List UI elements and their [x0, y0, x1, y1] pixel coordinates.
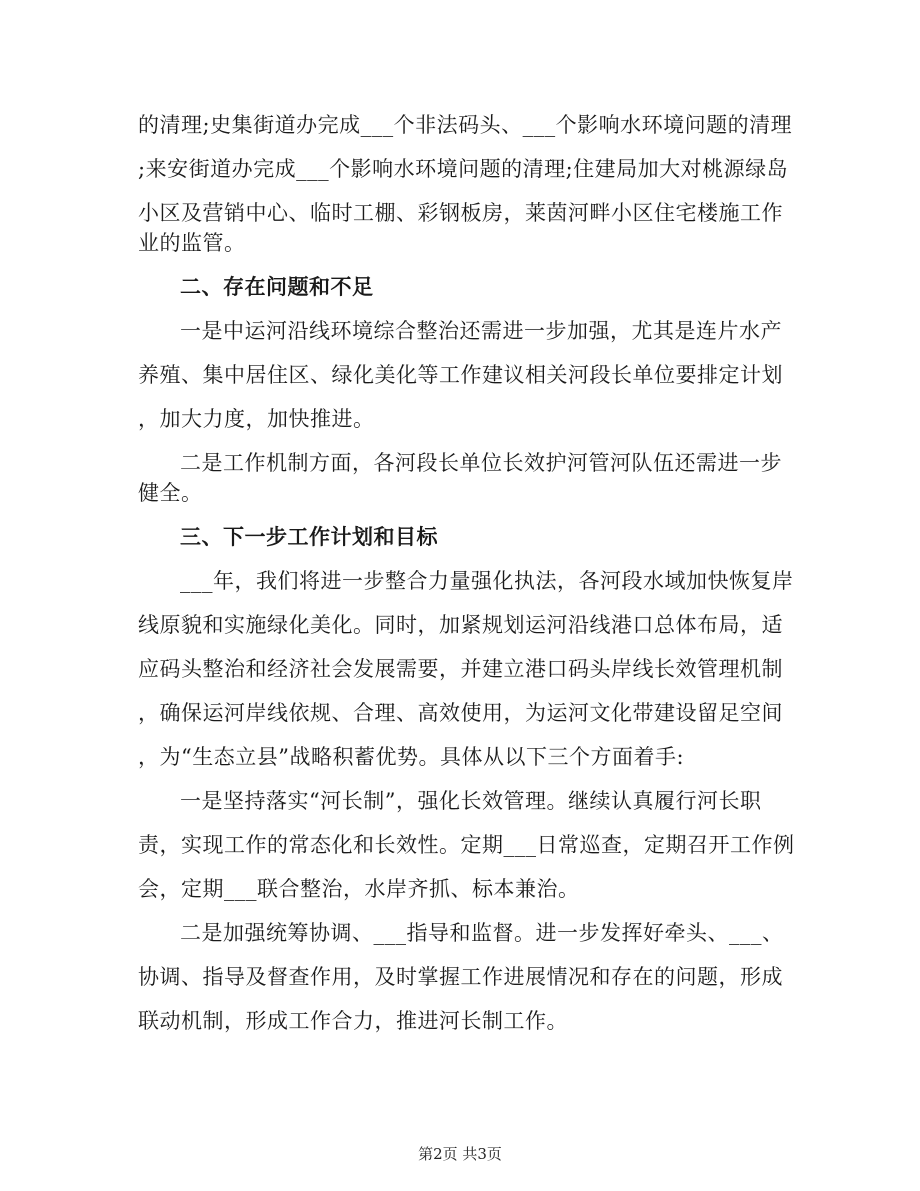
body-line: ___年，我们将进一步整合力量强化执法，各河段水域加快恢复岸	[180, 569, 794, 593]
body-line: 一是中运河沿线环境综合整治还需进一步加强，尤其是连片水产	[180, 319, 782, 343]
body-line: 健全。	[138, 481, 203, 505]
section-heading: 三、下一步工作计划和目标	[180, 524, 438, 549]
body-line: 业的监管。	[138, 231, 246, 255]
body-line: ，确保运河岸线依规、合理、高效使用，为运河文化带建设留足空间	[138, 701, 783, 725]
body-line: 会，定期___联合整治，水岸齐抓、标本兼治。	[138, 877, 580, 901]
body-line: 协调、指导及督查作用，及时掌握工作进展情况和存在的问题，形成	[138, 965, 783, 989]
body-line: ，加大力度，加快推进。	[138, 407, 375, 431]
body-line: 二是加强统筹协调、___指导和监督。进一步发挥好牵头、___、	[180, 921, 784, 945]
body-line: 小区及营销中心、临时工棚、彩钢板房，莱茵河畔小区住宅楼施工作	[138, 201, 783, 225]
body-line: 联动机制，形成工作合力，推进河长制工作。	[138, 1009, 568, 1033]
body-line: ，为“生态立县”战略积蓄优势。具体从以下三个方面着手:	[138, 745, 685, 769]
page-number: 第2页 共3页	[418, 1145, 502, 1163]
body-line: ;来安街道办完成___个影响水环境问题的清理;住建局加大对桃源绿岛	[138, 157, 789, 181]
body-line: 二是工作机制方面，各河段长单位长效护河管河队伍还需进一步	[180, 451, 782, 475]
section-heading: 二、存在问题和不足	[180, 274, 374, 299]
body-line: 一是坚持落实“河长制”，强化长效管理。继续认真履行河长职	[180, 789, 762, 813]
body-line: 养殖、集中居住区、绿化美化等工作建议相关河段长单位要排定计划	[138, 363, 783, 387]
body-line: 的清理;史集街道办完成___个非法码头、___个影响水环境问题的清理	[138, 113, 793, 137]
body-line: 责，实现工作的常态化和长效性。定期___日常巡查，定期召开工作例	[138, 833, 795, 857]
body-line: 应码头整治和经济社会发展需要，并建立港口码头岸线长效管理机制	[138, 657, 783, 681]
body-line: 线原貌和实施绿化美化。同时，加紧规划运河沿线港口总体布局，适	[138, 613, 783, 637]
